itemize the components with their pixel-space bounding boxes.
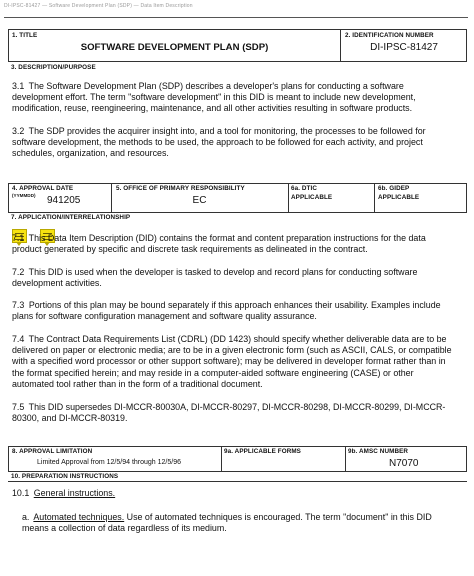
para-number: 7.4: [12, 334, 25, 344]
para-number: 7.5: [12, 402, 25, 412]
item-title: Automated techniques.: [33, 512, 125, 522]
amsc-value: N7070: [389, 458, 419, 469]
description-paragraph-1: [12, 81, 452, 115]
para-number: 3.2: [12, 126, 25, 136]
office-label: 5. OFFICE OF PRIMARY RESPONSIBILITY: [116, 185, 245, 192]
para-number: 7.2: [12, 267, 25, 277]
application-paragraph-5: [12, 402, 452, 424]
para-number: 7.1: [12, 233, 25, 243]
para-text: The Software Development Plan (SDP) describes a developer's plans for conducting a software development effort. The term "software development" in this DID is meant to include new development, modification, reuse, reengineering, maintenance, and all other activities resulting in software products.: [12, 81, 416, 114]
description-section: [8, 61, 467, 181]
title-label: 1. TITLE: [12, 32, 38, 39]
limitation-row: [8, 446, 467, 472]
approval-row: [8, 183, 467, 213]
preparation-section: [8, 471, 467, 482]
amsc-label: 9b. AMSC NUMBER: [348, 448, 409, 455]
approval-date-label: 4. APPROVAL DATE: [12, 185, 74, 192]
applicable-forms-label: 9a. APPLICABLE FORMS: [224, 448, 301, 455]
item-text: Use of automated techniques is encouraged. The term "document" in this DID means a collection of data regardless of its medium.: [22, 512, 432, 534]
application-paragraph-2: [12, 267, 452, 289]
gidep-label: 6b. GIDEP: [378, 185, 410, 192]
application-paragraph-3: [12, 300, 452, 322]
application-section: [8, 212, 467, 222]
description-paragraph-2: [12, 126, 452, 160]
approval-limitation-value: Limited Approval from 12/5/94 through 12/5/96: [37, 459, 181, 466]
title-block: [8, 29, 467, 62]
para-text: The Contract Data Requirements List (CDRL) (DD 1423) should specify whether deliverable data are to be delivered on paper or electronic media; are to be in a given electronic form (such as ASCII, CALS, or compatible with a specified word processor or other support software); may be delivered in developer format rather than in the format specified herein; and may reside in a computer-aided software engineering (CASE) or other automated tool rather than in the form of a traditional document.: [12, 334, 452, 389]
approval-limitation-label: 8. APPROVAL LIMITATION: [12, 448, 93, 455]
preparation-item-a: [22, 512, 452, 534]
preparation-paragraph-1: [12, 488, 452, 499]
identification-number: DI-IPSC-81427: [370, 42, 438, 53]
para-number: 3.1: [12, 81, 25, 91]
dtic-applicable: APPLICABLE: [291, 194, 333, 201]
gidep-applicable: APPLICABLE: [378, 194, 420, 201]
approval-date-value: 941205: [47, 195, 81, 206]
header-strip-text: DI-IPSC-81427 — Software Development Plan (SDP) — Data Item Description: [4, 3, 193, 9]
para-text: Portions of this plan may be bound separately if this approach enhances their usability. Examples include plans for software configuration management and software quality assurance.: [12, 300, 441, 322]
application-paragraph-4: [12, 334, 452, 390]
para-text: This DID is used when the developer is tasked to develop and record plans for conducting software development activities.: [12, 267, 418, 289]
document-title: SOFTWARE DEVELOPMENT PLAN (SDP): [80, 42, 269, 53]
para-text: This DID supersedes DI-MCCR-80030A, DI-MCCR-80297, DI-MCCR-80298, DI-MCCR-80299, DI-MCCR-80300, and DI-MCCR-80319.: [12, 402, 446, 424]
item-letter: a.: [22, 512, 30, 522]
para-number: 7.3: [12, 300, 25, 310]
preparation-heading: 10. PREPARATION INSTRUCTIONS: [11, 473, 119, 480]
top-header-strip: [4, 3, 468, 18]
office-value: EC: [192, 195, 207, 206]
para-text: The SDP provides the acquirer insight into, and a tool for monitoring, the processes to be followed for software development, the methods to be used, the approach to be followed for each activity, and project schedules, organization, and resources.: [12, 126, 426, 159]
application-heading: 7. APPLICATION/INTERRELATIONSHIP: [11, 214, 131, 221]
para-text-cont: product generated by specific and discrete task requirements as delineated in the contract.: [12, 244, 368, 255]
para-title: General instructions.: [33, 488, 116, 498]
application-paragraph-1: [12, 233, 452, 255]
approval-date-format: (YYMMDD): [12, 193, 36, 198]
dtic-label: 6a. DTIC: [291, 185, 317, 192]
description-heading: 3. DESCRIPTION/PURPOSE: [11, 64, 96, 71]
para-number: 10.1: [12, 488, 30, 498]
para-text: This Data Item Description (DID) contains the format and content preparation instructions for the data: [28, 233, 426, 243]
identification-label: 2. IDENTIFICATION NUMBER: [345, 32, 434, 39]
